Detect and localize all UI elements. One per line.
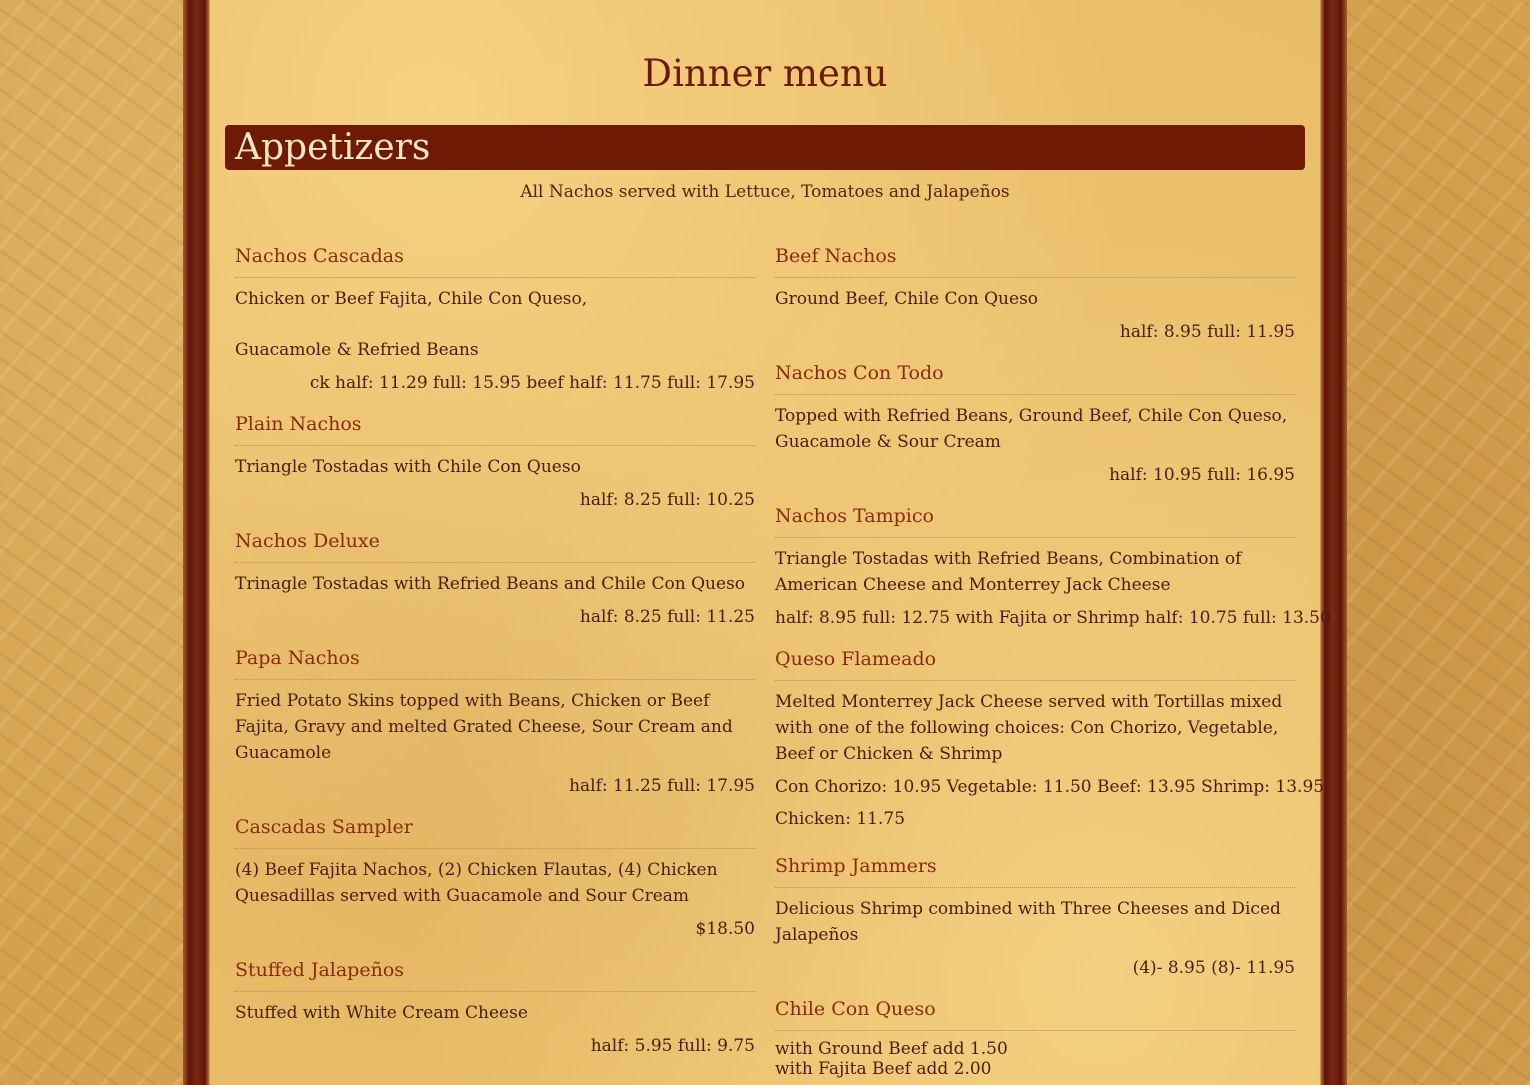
item-description: Delicious Shrimp combined with Three Cheeses and Diced Jalapeños	[775, 899, 1281, 945]
item-description: Melted Monterrey Jack Cheese served with Tortillas mixed with one of the following choices: Con Chorizo, Vegetable, Beef or Chicken & Shrimp	[775, 692, 1283, 764]
item-description: Stuffed with White Cream Cheese	[235, 1003, 528, 1023]
item-name: Chile Con Queso	[775, 993, 1295, 1031]
menu-column-left	[235, 240, 755, 1071]
menu-item-shrimp-jammers	[775, 850, 1295, 981]
item-description: Fried Potato Skins topped with Beans, Chicken or Beef Fajita, Gravy and melted Grated Cheese, Sour Cream and Guacamole	[235, 691, 733, 763]
item-price: half: 11.25 full: 17.95	[569, 776, 755, 796]
item-description: Ground Beef, Chile Con Queso	[775, 289, 1039, 309]
item-name: Beef Nachos	[775, 240, 1295, 278]
item-price: $18.50	[695, 919, 755, 939]
item-price: half: 8.95 full: 11.95	[1119, 322, 1295, 342]
item-name: Stuffed Jalapeños	[235, 954, 755, 992]
item-price: (4)- 8.95 (8)- 11.95	[1132, 958, 1295, 978]
menu-item-nachos-deluxe	[235, 525, 755, 630]
menu-item-plain-nachos	[235, 408, 755, 513]
item-name: Nachos Cascadas	[235, 240, 755, 278]
item-description: Triangle Tostadas with Refried Beans, Combination of American Cheese and Monterrey Jack Cheese	[775, 549, 1242, 595]
section-note: All Nachos served with Lettuce, Tomatoes and Jalapeños	[520, 182, 1010, 202]
page-title: Dinner menu	[642, 52, 888, 95]
item-extra: with Fajita Beef add 2.00	[775, 1059, 992, 1079]
item-price: ck half: 11.29 full: 15.95 beef half: 11.75 full: 17.95	[309, 373, 755, 393]
menu-item-cascadas-sampler	[235, 811, 755, 942]
menu-item-nachos-tampico	[775, 500, 1331, 631]
item-extra: with Ground Beef add 1.50	[775, 1039, 1008, 1059]
item-price: half: 8.25 full: 11.25	[579, 607, 755, 627]
menu-paper	[210, 0, 1331, 1085]
item-name: Nachos Con Todo	[775, 357, 1295, 395]
item-name: Shrimp Jammers	[775, 850, 1295, 888]
menu-item-queso-flameado	[775, 643, 1325, 850]
menu-frame	[183, 0, 1347, 1085]
menu-column-right	[775, 240, 1331, 1079]
item-name: Papa Nachos	[235, 642, 755, 680]
item-price: Chicken: 11.75	[775, 809, 906, 829]
item-description: (4) Beef Fajita Nachos, (2) Chicken Flautas, (4) Chicken Quesadillas served with Guacamole and Sour Cream	[235, 860, 718, 906]
item-description: Guacamole & Refried Beans	[235, 340, 479, 360]
item-name: Plain Nachos	[235, 408, 755, 446]
item-price: half: 5.95 full: 9.75	[590, 1036, 755, 1056]
item-name: Cascadas Sampler	[235, 811, 755, 849]
menu-item-stuffed-jalapenos	[235, 954, 755, 1059]
menu-item-papa-nachos	[235, 642, 755, 799]
menu-item-nachos-cascadas	[235, 240, 755, 396]
item-description: Chicken or Beef Fajita, Chile Con Queso,	[235, 289, 588, 309]
menu-item-chile-con-queso	[775, 993, 1295, 1079]
item-description: Trinagle Tostadas with Refried Beans and Chile Con Queso	[235, 574, 746, 594]
item-description: Triangle Tostadas with Chile Con Queso	[235, 457, 581, 477]
item-description: Topped with Refried Beans, Ground Beef, Chile Con Queso, Guacamole & Sour Cream	[775, 406, 1288, 452]
section-title: Appetizers	[235, 127, 431, 168]
item-name: Queso Flameado	[775, 643, 1295, 681]
item-name: Nachos Tampico	[775, 500, 1295, 538]
item-price: half: 8.95 full: 12.75 with Fajita or Shrimp half: 10.75 full: 13.50	[775, 608, 1331, 628]
item-price: half: 10.95 full: 16.95	[1109, 465, 1295, 485]
item-price: Con Chorizo: 10.95 Vegetable: 11.50 Beef: 13.95 Shrimp: 13.95	[775, 777, 1325, 797]
section-header-appetizers	[225, 125, 1305, 170]
item-name: Nachos Deluxe	[235, 525, 755, 563]
item-price: half: 8.25 full: 10.25	[579, 490, 755, 510]
menu-item-nachos-con-todo	[775, 357, 1295, 488]
menu-item-beef-nachos	[775, 240, 1295, 345]
